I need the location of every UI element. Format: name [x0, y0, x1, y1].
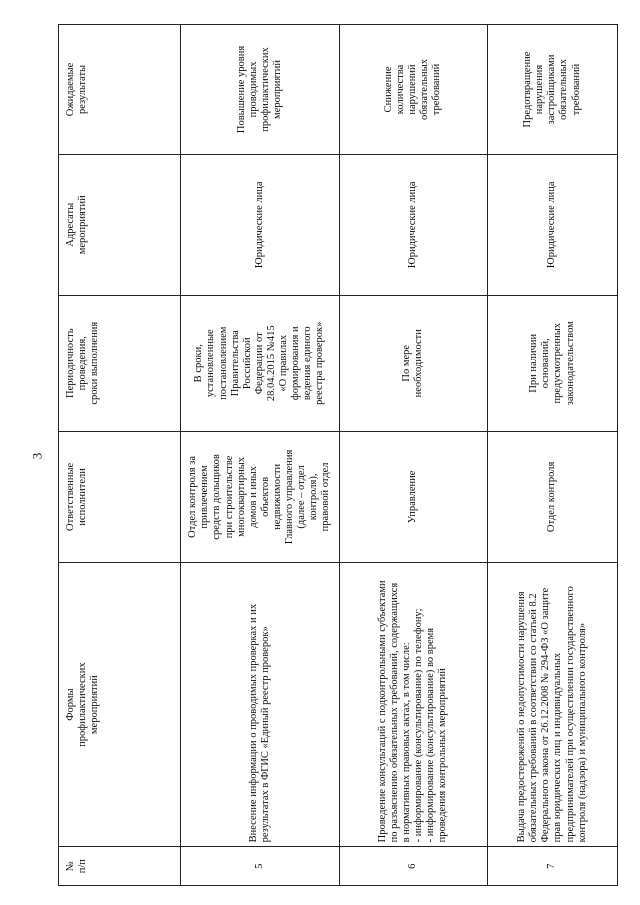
cell-line: при строительстве: [223, 455, 235, 539]
cell-line: необходимости: [413, 329, 425, 398]
table-header-row: [59, 25, 181, 886]
row-num: 7: [487, 847, 617, 886]
row-num: 6: [339, 847, 487, 886]
cell-line: сроки выполнения: [89, 321, 101, 405]
cell-line: Ожидаемые: [65, 62, 76, 117]
cell-line: привлечением: [199, 465, 211, 529]
cell-line: №: [65, 861, 76, 872]
cell-line: требований: [570, 63, 582, 116]
cell-line: Повышение уровня: [235, 45, 247, 134]
cell-line: При наличии: [528, 333, 540, 393]
cell-line: Ответственные: [65, 462, 76, 531]
row-results: [339, 25, 487, 155]
cell-line: контроля),: [307, 473, 319, 521]
header-executors: [59, 431, 181, 562]
cell-line: п/п: [77, 859, 89, 874]
row-periodicity: [180, 295, 339, 431]
row-periodicity: [339, 295, 487, 431]
cell-line: Российской: [241, 337, 253, 390]
cell-line: Внесение информации о проводимых проверках и их: [247, 603, 259, 843]
row-addressees: Юридические лица: [339, 154, 487, 295]
cell-line: предусмотренных: [552, 322, 564, 404]
cell-line: ведения единого: [301, 326, 313, 401]
cell-line: недвижимости: [271, 463, 283, 530]
cell-line: 28.04.2015 №415: [265, 325, 277, 402]
cell-line: домов и иных: [247, 466, 259, 528]
cell-line: нарушения: [534, 64, 546, 115]
cell-line: Снижение: [383, 66, 395, 113]
cell-line: в нормативных правовых актах, в том числе:: [401, 642, 413, 843]
cell-line: Федерального закона от 26.12.2008 № 294-ФЗ «О защите: [540, 587, 552, 843]
row-form: [487, 562, 617, 846]
cell-line: обязательных: [558, 59, 570, 120]
cell-line: требований: [431, 63, 443, 116]
cell-line: Правительства: [229, 330, 241, 397]
cell-line: оснований,: [540, 338, 552, 389]
cell-line: объектов: [259, 476, 271, 517]
cell-line: исполнители: [77, 468, 89, 526]
row-results: [487, 25, 617, 155]
table-row: [487, 25, 617, 886]
cell-line: проводимых: [247, 61, 259, 118]
table-wrapper: [58, 24, 618, 886]
cell-line: реестра проверок»: [314, 321, 325, 405]
events-table: [58, 24, 618, 886]
cell-line: - информирование (консультирование) по телефону;: [413, 608, 425, 843]
row-addressees: Юридические лица: [180, 154, 339, 295]
cell-line: Отдел контроля: [546, 461, 558, 533]
cell-line: Отдел контроля за: [187, 455, 199, 538]
row-executors: [339, 431, 487, 562]
cell-line: Главного управления: [283, 449, 295, 545]
cell-line: правовой отдел: [320, 462, 332, 532]
cell-line: мероприятий: [77, 195, 89, 255]
cell-line: В сроки,: [193, 344, 205, 383]
row-executors: [180, 431, 339, 562]
cell-line: средств дольщиков: [211, 454, 223, 540]
cell-line: Выдача предостережений о недопустимости нарушения: [516, 591, 528, 843]
cell-line: «О правилах: [277, 334, 289, 392]
cell-line: обязательных: [419, 59, 431, 120]
cell-line: установленные: [205, 329, 217, 398]
cell-line: обязательных требований в соответствии со статьей 8.2: [528, 593, 540, 843]
cell-line: застройщиками: [546, 54, 558, 125]
cell-line: контроля (надзора) и муниципального контроля»: [576, 622, 588, 843]
cell-line: Адресаты: [65, 202, 76, 247]
table-row: [339, 25, 487, 886]
cell-line: Периодичность: [65, 328, 76, 398]
rotated-page-content: [58, 24, 618, 886]
header-results: [59, 25, 181, 155]
cell-line: по разъяснению обязательных требований, содержащихся: [389, 582, 401, 843]
cell-line: мероприятий: [271, 60, 283, 119]
table-row: [180, 25, 339, 886]
cell-line: постановлением: [217, 326, 229, 400]
cell-line: По мере: [401, 344, 413, 382]
cell-line: Предотвращение: [522, 51, 534, 128]
cell-line: результатах в ФГИС «Единый реестр проверок»: [259, 626, 271, 843]
cell-line: прав юридических лиц и индивидуальных: [552, 652, 564, 843]
cell-line: профилактических: [259, 47, 271, 132]
row-form: [339, 562, 487, 846]
page-number: 3: [29, 452, 45, 460]
cell-line: проведения,: [77, 336, 89, 391]
row-periodicity: [487, 295, 617, 431]
row-executors: [487, 431, 617, 562]
header-num: [59, 847, 181, 886]
header-addressees: [59, 154, 181, 295]
cell-line: результаты: [77, 64, 89, 115]
row-addressees: Юридические лица: [487, 154, 617, 295]
cell-line: Формы: [65, 688, 76, 721]
cell-line: (далее – отдел: [295, 465, 307, 529]
cell-line: Федерации от: [253, 332, 265, 395]
cell-line: профилактических: [77, 662, 89, 747]
header-periodicity: [59, 295, 181, 431]
cell-line: Управление: [407, 470, 419, 524]
cell-line: - информирование (консультирование) во время: [425, 627, 437, 843]
cell-line: количества: [395, 64, 407, 115]
cell-line: нарушений: [407, 64, 419, 115]
cell-line: Проведение консультаций с подконтрольными субъектами: [377, 580, 388, 843]
cell-line: многоквартирных: [235, 456, 247, 537]
row-form: [180, 562, 339, 846]
row-num: 5: [180, 847, 339, 886]
row-results: [180, 25, 339, 155]
cell-line: предпринимателей при осуществлении государственного: [564, 586, 576, 843]
cell-line: формирования и: [289, 326, 301, 401]
header-form: [59, 562, 181, 846]
cell-line: проведения контрольных мероприятий: [437, 668, 449, 843]
cell-line: мероприятий: [89, 675, 101, 735]
cell-line: законодательством: [564, 321, 576, 406]
